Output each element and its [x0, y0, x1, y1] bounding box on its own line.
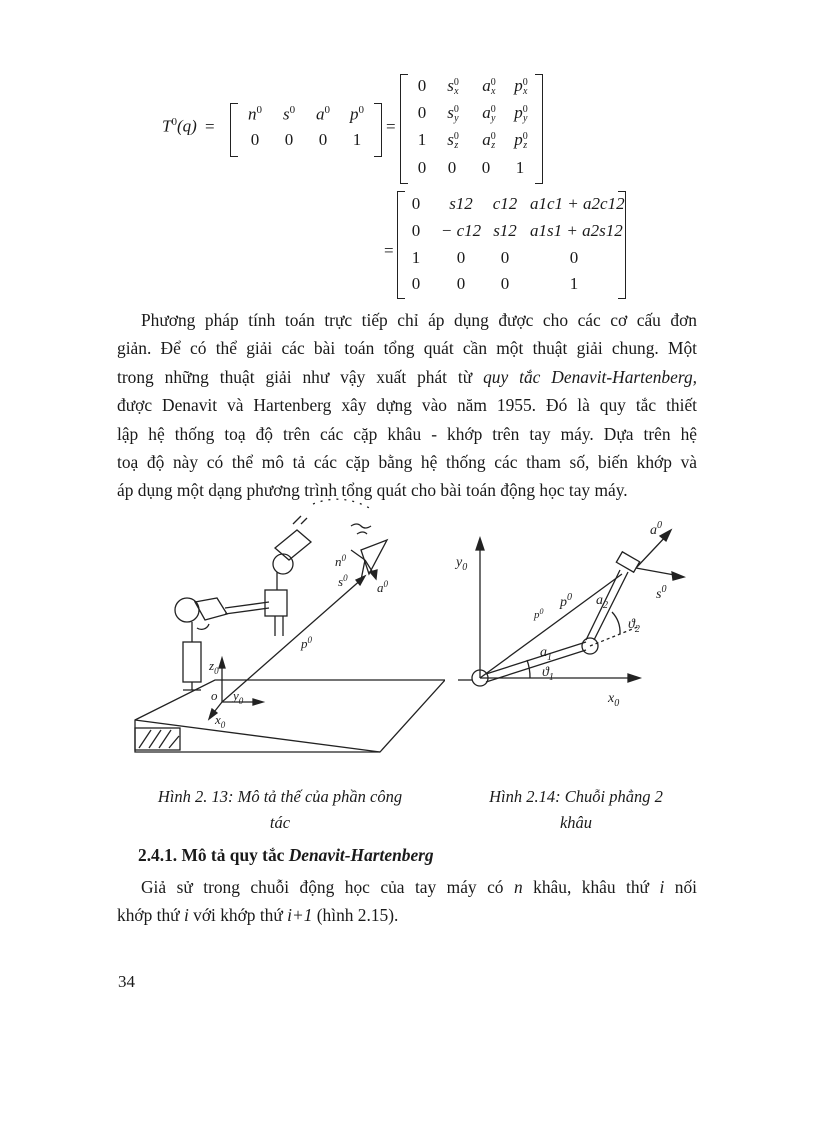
- num-cell: 1: [411, 248, 421, 267]
- sym-cell: p 0 x: [514, 76, 528, 98]
- figure-planar-two-link: [450, 510, 700, 710]
- num-cell: a1s1 + a2s12: [530, 221, 623, 240]
- sym-cell: 0: [481, 158, 491, 177]
- label-a0: $a^0$: [650, 520, 662, 538]
- elbow-joint: [265, 590, 287, 616]
- sym-cell: 0: [417, 76, 427, 95]
- wrist-joint: [273, 554, 293, 574]
- paragraph-dh-intro: [117, 306, 697, 505]
- label-p0-small: $p^0$: [534, 607, 544, 621]
- sym-cell: p 0 z: [514, 130, 528, 152]
- label-p0: $p^0$: [560, 592, 572, 610]
- gripper: [361, 540, 387, 574]
- sym-cell: s 0 y: [447, 103, 459, 125]
- equals-sign-2: =: [384, 241, 394, 260]
- num-cell: s12: [493, 221, 517, 240]
- sym-cell: a 0 z: [482, 130, 496, 152]
- num-cell: 0: [456, 248, 466, 267]
- sym-cell: 1: [515, 158, 525, 177]
- p0-vector: [222, 578, 363, 702]
- block-cell: $a^0$: [316, 104, 330, 124]
- text-line: Phương pháp tính toán trực tiếp chỉ áp dụng được cho các cơ cấu đơn: [141, 310, 697, 330]
- label-theta2: $ϑ_2$: [628, 617, 640, 635]
- figure-2-14-caption: Hình 2.14: Chuỗi phẳng 2 khâu: [489, 787, 663, 832]
- num-cell: s12: [449, 194, 473, 213]
- num-cell: 0: [569, 248, 579, 267]
- text-line: áp dụng một dạng phương trình tổng quát cho bài toán động học tay máy.: [117, 480, 628, 501]
- num-cell: 0: [411, 274, 421, 293]
- label-s0: $s^0$: [338, 573, 348, 589]
- text-line: giản. Để có thể giải các bài toán tổng quát cần một thuật giải chung. Một: [117, 338, 697, 359]
- block-cell: 1: [352, 130, 362, 149]
- end-effector: [616, 552, 639, 572]
- sym-cell: a 0 y: [482, 103, 496, 125]
- num-cell: 0: [456, 274, 466, 293]
- block-matrix-right-bracket: [374, 103, 382, 157]
- label-x0: $x_0$: [608, 691, 620, 709]
- sym-cell: 1: [417, 130, 427, 149]
- block-cell: 0: [284, 130, 294, 149]
- base-block: [135, 728, 180, 750]
- num-cell: c12: [492, 194, 518, 213]
- text-line: Giả sử trong chuỗi động học của tay máy có n khâu, khâu thứ i nối: [141, 877, 698, 897]
- sym-cell: a 0 x: [482, 76, 496, 98]
- figure-robot-end-effector: [125, 490, 445, 770]
- sym-cell: p 0 y: [514, 103, 528, 125]
- num-cell: − c12: [440, 221, 482, 240]
- num-cell: 0: [500, 248, 510, 267]
- block-cell: 0: [318, 130, 328, 149]
- link-1: [486, 642, 586, 674]
- label-n0: $n^0$: [335, 553, 346, 569]
- text-line: lập hệ thống toạ độ trên các cặp khâu - khớp trên tay máy. Dựa trên hệ: [117, 423, 697, 444]
- text-line: trong những thuật giải như vậy xuất phát từ quy tắc Denavit-Hartenberg,: [117, 366, 697, 387]
- label-a2: $a_2$: [596, 593, 608, 611]
- figure-2-13-caption: Hình 2. 13: Mô tả thế của phần công tác: [157, 787, 403, 832]
- label-origin: o: [211, 688, 218, 703]
- num-cell: 0: [500, 274, 510, 293]
- text-line: khớp thứ i với khớp thứ i+1 (hình 2.15).: [117, 905, 399, 926]
- block-matrix-left-bracket: [230, 103, 238, 157]
- symbolic-matrix-right-bracket: [535, 74, 543, 184]
- page-number: 34: [118, 972, 135, 991]
- sym-cell: 0: [417, 158, 427, 177]
- label-y0: $y_0$: [233, 688, 244, 706]
- sym-cell: s 0 x: [447, 76, 459, 98]
- upper-arm: [225, 602, 269, 608]
- num-cell: a1c1 + a2c12: [530, 194, 625, 213]
- num-cell: 1: [569, 274, 579, 293]
- paragraph-chain-description: [117, 873, 697, 930]
- block-cell: 0: [250, 130, 260, 149]
- symbolic-matrix-left-bracket: [400, 74, 408, 184]
- text-line: được Denavit và Hartenberg xây dựng vào năm 1955. Đó là quy tắc thiết: [117, 395, 697, 416]
- section-heading: 2.4.1. Mô tả quy tắc Denavit-Hartenberg: [138, 845, 434, 865]
- equation-lhs: $T^0(q)$ =: [162, 116, 215, 136]
- block-cell: $n^0$: [248, 104, 262, 124]
- label-a1: $a_1$: [540, 645, 552, 663]
- label-a0: $a^0$: [377, 579, 388, 595]
- label-z0: $z_0$: [209, 658, 219, 676]
- label-theta1: $ϑ_1$: [542, 665, 554, 683]
- label-x0: $x_0$: [215, 712, 226, 730]
- sym-cell: s 0 z: [447, 130, 459, 152]
- base-plate: [135, 680, 445, 752]
- num-cell: 0: [411, 194, 421, 213]
- sym-cell: 0: [417, 103, 427, 122]
- label-p0: $p^0$: [301, 635, 312, 651]
- label-s0: $s^0$: [656, 584, 667, 602]
- sym-cell: 0: [447, 158, 457, 177]
- equals-sign: =: [386, 117, 396, 136]
- block-cell: $s^0$: [282, 104, 296, 124]
- label-y0: $y_0$: [456, 555, 468, 573]
- block-cell: $p^0$: [350, 104, 364, 124]
- robot-column: [183, 642, 201, 682]
- num-cell: 0: [411, 221, 421, 240]
- text-line: toạ độ này có thể mô tả các cặp bằng hệ thống các tham số, biến khớp và: [117, 452, 697, 473]
